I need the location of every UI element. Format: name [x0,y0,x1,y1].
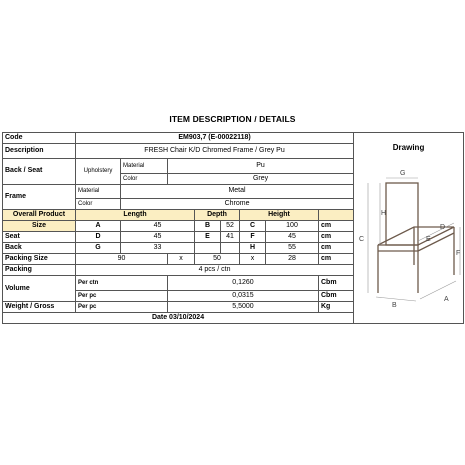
upholstery-label: Upholstery [76,159,121,185]
weight-label: Weight / Gross [3,302,76,313]
key-d: D [76,232,121,243]
header-blank [319,210,354,221]
packing-label: Packing [3,265,76,276]
volume-per-ctn-unit: Cbm [319,276,354,291]
value-g: 33 [121,243,195,254]
frame-material-label: Material [76,184,121,199]
volume-per-ctn-value: 0,1260 [168,276,319,291]
weight-per-pc-label: Per pc [76,302,168,313]
letter-h: H [381,210,387,217]
value-f: 45 [266,232,319,243]
unit-seat: cm [319,232,354,243]
weight-unit: Kg [319,302,354,313]
packing-size-width: 50 [195,254,240,265]
volume-per-pc-label: Per pc [76,291,168,302]
page-heading: ITEM DESCRIPTION / DETAILS [169,114,296,124]
key-b: B [195,221,221,232]
packing-size-height: 28 [266,254,319,265]
weight-value: 5,5000 [168,302,319,313]
letter-a: A [444,296,449,303]
description-label: Description [3,144,76,159]
description-value: FRESH Chair K/D Chromed Frame / Grey Pu [76,144,354,159]
back-seat-color-label: Color [121,173,168,184]
packing-size-x2: x [240,254,266,265]
chair-backrest [386,183,418,245]
drawing-panel [354,133,464,324]
length-header: Length [76,210,195,221]
overall-size-label-2: Size [3,221,76,232]
volume-per-pc-unit: Cbm [319,291,354,302]
key-e: E [195,232,221,243]
value-blank [221,243,240,254]
code-row [3,133,464,144]
dimension-letters [359,170,460,309]
packing-size-length: 90 [76,254,168,265]
value-d: 45 [121,232,195,243]
key-a: A [76,221,121,232]
chair-drawing [356,161,462,311]
value-h: 55 [266,243,319,254]
letter-g: G [400,170,406,177]
back-label: Back [3,243,76,254]
frame-material-value: Metal [121,184,354,199]
date-value: Date 03/10/2024 [3,313,354,324]
frame-color-value: Chrome [121,199,354,210]
letter-e: E [426,236,431,243]
letter-b: B [392,302,397,309]
key-h: H [240,243,266,254]
value-c: 100 [266,221,319,232]
unit-back: cm [319,243,354,254]
code-label: Code [3,133,76,144]
back-seat-material-label: Material [121,159,168,174]
code-value: EM903,7 (E-00022118) [76,133,354,144]
back-seat-label: Back / Seat [3,159,76,185]
chair-lines [378,183,454,293]
packing-size-unit: cm [319,254,354,265]
overall-size-label-1: Overall Product [3,210,76,221]
key-f: F [240,232,266,243]
key-blank [195,243,221,254]
item-details-table [2,132,464,324]
letter-d: D [440,224,446,231]
key-g: G [76,243,121,254]
frame-label: Frame [3,184,76,210]
depth-header: Depth [195,210,240,221]
volume-per-pc-value: 0,0315 [168,291,319,302]
back-seat-color-value: Grey [168,173,354,184]
seat-label: Seat [3,232,76,243]
packing-value: 4 pcs / ctn [76,265,354,276]
letter-f: F [456,250,461,257]
letter-c: C [359,236,365,243]
packing-size-x1: x [168,254,195,265]
value-a: 45 [121,221,195,232]
back-seat-material-value: Pu [168,159,354,174]
volume-per-ctn-label: Per ctn [76,276,168,291]
key-c: C [240,221,266,232]
height-header: Height [240,210,319,221]
value-e: 41 [221,232,240,243]
unit-overall: cm [319,221,354,232]
drawing-title: Drawing [392,143,425,152]
frame-color-label: Color [76,199,121,210]
packing-size-label: Packing Size [3,254,76,265]
value-b: 52 [221,221,240,232]
volume-label: Volume [3,276,76,302]
